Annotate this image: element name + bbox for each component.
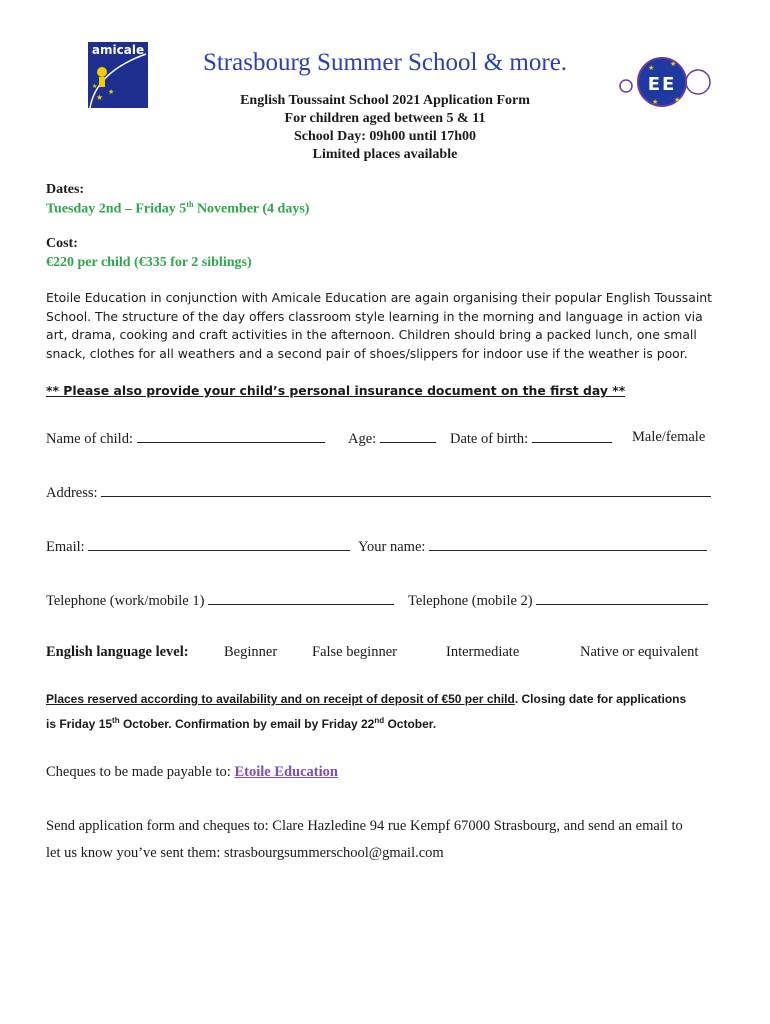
child-name-field[interactable]: Name of child: xyxy=(46,429,325,448)
telephone1-input[interactable] xyxy=(208,591,394,605)
dates-label: Dates: xyxy=(46,182,85,197)
level-option-intermediate[interactable]: Intermediate xyxy=(446,644,520,660)
school-hours: School Day: 09h00 until 17h00 xyxy=(293,129,477,144)
your-name-field[interactable]: Your name: xyxy=(358,537,707,556)
dob-field[interactable]: Date of birth: xyxy=(450,429,612,448)
age-field[interactable]: Age: xyxy=(348,429,436,448)
email-field[interactable]: Email: xyxy=(46,537,350,556)
svg-text:★: ★ xyxy=(648,64,655,72)
address-field[interactable]: Address: xyxy=(46,483,711,502)
child-name-input[interactable] xyxy=(137,429,325,443)
level-option-beginner[interactable]: Beginner xyxy=(224,644,278,660)
svg-text:★: ★ xyxy=(670,60,677,68)
send-instructions-line1: Send application form and cheques to: Clare Hazledine 94 rue Kempf 67000 Strasbourg, and send an email to xyxy=(46,818,683,834)
send-instructions-line2: let us know you’ve sent them: strasbourgsummerschool@gmail.com xyxy=(46,845,444,861)
limited-places: Limited places available xyxy=(312,147,458,162)
telephone2-input[interactable] xyxy=(536,591,708,605)
cheques-line: Cheques to be made payable to: Etoile Education xyxy=(46,764,338,780)
cost-value: €220 per child (€335 for 2 siblings) xyxy=(46,255,252,270)
svg-text:★: ★ xyxy=(652,98,659,106)
page-title: Strasbourg Summer School & more. xyxy=(202,49,568,76)
telephone1-field[interactable]: Telephone (work/mobile 1) xyxy=(46,591,394,610)
address-input[interactable] xyxy=(101,483,711,497)
form-title: English Toussaint School 2021 Application Form xyxy=(240,93,530,108)
dob-input[interactable] xyxy=(532,429,612,443)
level-option-false-beginner[interactable]: False beginner xyxy=(312,644,397,660)
places-notice: Places reserved according to availability and on receipt of deposit of €50 per child. Closing date for applications is Friday 15th October. Confirmation by email by Friday 22nd October. xyxy=(46,692,687,731)
svg-text:amicale: amicale xyxy=(91,43,145,57)
svg-text:★: ★ xyxy=(92,84,98,90)
telephone2-field[interactable]: Telephone (mobile 2) xyxy=(408,591,708,610)
svg-text:★: ★ xyxy=(674,96,681,104)
age-range: For children aged between 5 & 11 xyxy=(284,111,486,126)
insurance-note: ** Please also provide your child’s personal insurance document on the first day ** xyxy=(46,383,626,398)
gender-field[interactable]: Male/female xyxy=(632,429,706,445)
svg-text:★: ★ xyxy=(108,88,115,96)
svg-text:★: ★ xyxy=(96,93,104,102)
english-level-label: English language level: xyxy=(46,644,189,660)
age-input[interactable] xyxy=(380,429,436,443)
dates-value: Tuesday 2nd – Friday 5th November (4 days) xyxy=(46,200,310,217)
level-option-native[interactable]: Native or equivalent xyxy=(580,644,699,660)
svg-text:EE: EE xyxy=(647,74,677,95)
email-input[interactable] xyxy=(88,537,350,551)
your-name-input[interactable] xyxy=(429,537,707,551)
etoile-education-link[interactable]: Etoile Education xyxy=(234,764,338,780)
cost-label: Cost: xyxy=(46,236,78,251)
description: Etoile Education in conjunction with Amicale Education are again organising their popular English Toussaint School. The structure of the day offers classroom style learning in the morning and language in action via art, drama, cooking and craft activities in the afternoon. Children should bring a packed lunch, one small snack, clothes for all weathers and a second pair of shoes/slippers for indoor use if the weather is poor. xyxy=(46,290,713,362)
